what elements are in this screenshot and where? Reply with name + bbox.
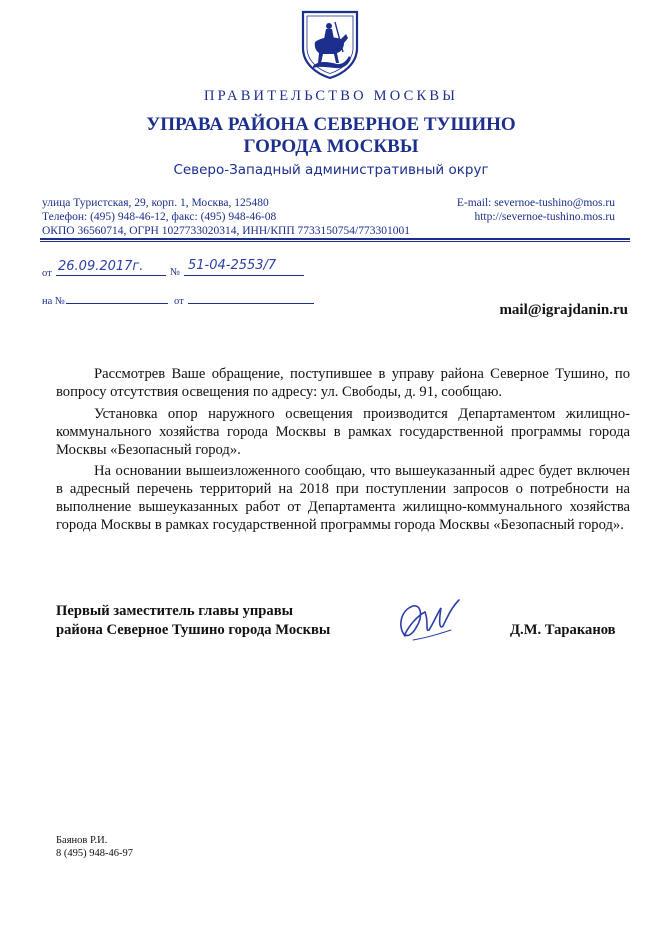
reference-number-line <box>66 290 168 304</box>
body-paragraph-1 <box>56 365 630 401</box>
reference-number-label: на № <box>42 296 65 307</box>
reference-date-label: от <box>174 296 184 307</box>
recipient-email: mail@igrajdanin.ru <box>499 302 628 318</box>
okrug-name: Северо-Западный административный округ <box>173 162 489 178</box>
paragraph-text: На основании вышеизложенного сообщаю, что вышеуказанный адрес будет включен в адресный перечень территорий на 2018 при поступлении запросов о потребности на выполнение вышеуказанных работ от Департамента жилищно-коммунального хозяйства города Москвы в рамках государственной программы города Москвы «Безопасный город». <box>56 463 630 533</box>
signatory-title-line1: Первый заместитель главы управы <box>56 603 293 619</box>
okpo-ogrn-inn: ОКПО 36560714, ОГРН 1027733020314, ИНН/КПП 7733150754/773301001 <box>42 225 410 237</box>
executor-phone: 8 (495) 948-46-97 <box>56 848 133 859</box>
outgoing-date: 26.09.2017г. <box>58 259 144 274</box>
organization-name-line2: ГОРОДА МОСКВЫ <box>243 136 419 157</box>
date-label: от <box>42 268 52 279</box>
body-paragraph-2 <box>56 405 630 459</box>
website-url: http://severnoe-tushino.mos.ru <box>474 211 615 223</box>
executor-name: Баянов Р.И. <box>56 835 108 846</box>
handwritten-signature-icon <box>395 596 465 646</box>
header-rule-thin <box>40 241 630 242</box>
outgoing-number: 51-04-2553/7 <box>188 258 277 273</box>
paragraph-text: Установка опор наружного освещения производится Департаментом жилищно-коммунального хозяйства города Москвы в рамках государственной программы города Москвы «Безопасный город». <box>56 406 630 458</box>
government-title: ПРАВИТЕЛЬСТВО МОСКВЫ <box>203 88 459 104</box>
address: улица Туристская, 29, корп. 1, Москва, 125480 <box>42 197 269 209</box>
header-rule <box>40 238 630 240</box>
paragraph-text: Рассмотрев Ваше обращение, поступившее в управу района Северное Тушино, по вопросу отсутствия освещения по адресу: ул. Свободы, д. 91, сообщаю. <box>56 366 630 400</box>
email-address: E-mail: severnoe-tushino@mos.ru <box>456 197 615 209</box>
reference-date-line <box>188 290 314 304</box>
moscow-coat-of-arms-icon <box>299 8 361 80</box>
signatory-name: Д.М. Тараканов <box>510 622 616 638</box>
signatory-title-line2: района Северное Тушино города Москвы <box>56 622 331 638</box>
number-label: № <box>170 267 181 278</box>
body-paragraph-3 <box>56 462 630 534</box>
phone-fax: Телефон: (495) 948-46-12, факс: (495) 948-46-08 <box>42 211 277 223</box>
organization-name-line1: УПРАВА РАЙОНА СЕВЕРНОЕ ТУШИНО <box>146 114 516 135</box>
